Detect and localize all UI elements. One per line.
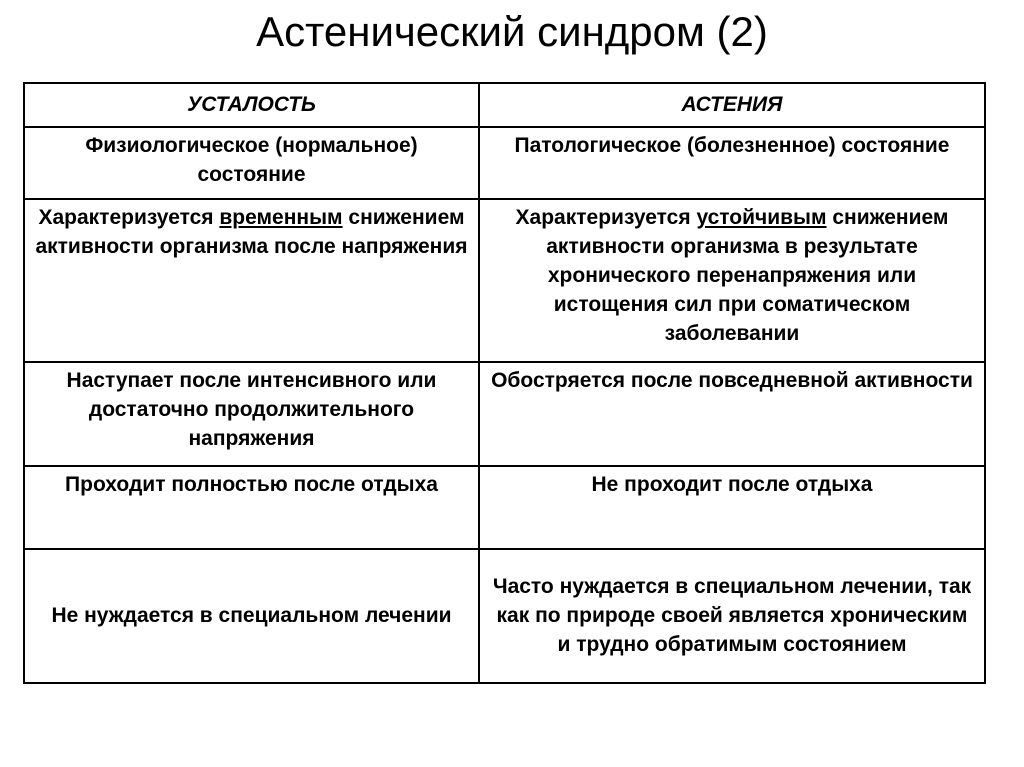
header-fatigue: УСТАЛОСТЬ bbox=[24, 83, 479, 127]
table-row bbox=[24, 362, 985, 466]
header-asthenia: АСТЕНИЯ bbox=[479, 83, 985, 127]
cell-asthenia-onset: Обостряется после повседневной активности bbox=[479, 362, 985, 466]
cell-fatigue-rest: Проходит полностью после отдыха bbox=[24, 466, 479, 549]
comparison-table bbox=[23, 82, 986, 684]
underlined-word: устойчивым bbox=[696, 206, 827, 229]
cell-asthenia-state: Патологическое (болезненное) состояние bbox=[479, 127, 985, 199]
cell-fatigue-characteristic bbox=[24, 199, 479, 362]
underlined-word: временным bbox=[219, 206, 343, 229]
cell-asthenia-rest: Не проходит после отдыха bbox=[479, 466, 985, 549]
table-header-row bbox=[24, 83, 985, 127]
slide-title: Астенический синдром (2) bbox=[256, 8, 768, 55]
cell-fatigue-state: Физиологическое (нормальное) состояние bbox=[24, 127, 479, 199]
table-row bbox=[24, 127, 985, 199]
table-row bbox=[24, 549, 985, 683]
text-post: снижением активности организма в результате хронического перенапряжения или истощения сил при соматическом заболевании bbox=[546, 206, 949, 345]
text-post: снижением активности организма после напряжения bbox=[35, 206, 468, 258]
cell-asthenia-treatment: Часто нуждается в специальном лечении, так как по природе своей является хроническим и трудно обратимым состоянием bbox=[479, 549, 985, 683]
cell-fatigue-onset: Наступает после интенсивного или достаточно продолжительного напряжения bbox=[24, 362, 479, 466]
cell-fatigue-treatment: Не нуждается в специальном лечении bbox=[24, 549, 479, 683]
text-pre: Характеризуется bbox=[515, 206, 697, 229]
table-row bbox=[24, 466, 985, 549]
table-row bbox=[24, 199, 985, 362]
text-pre: Характеризуется bbox=[38, 206, 220, 229]
cell-asthenia-characteristic bbox=[479, 199, 985, 362]
